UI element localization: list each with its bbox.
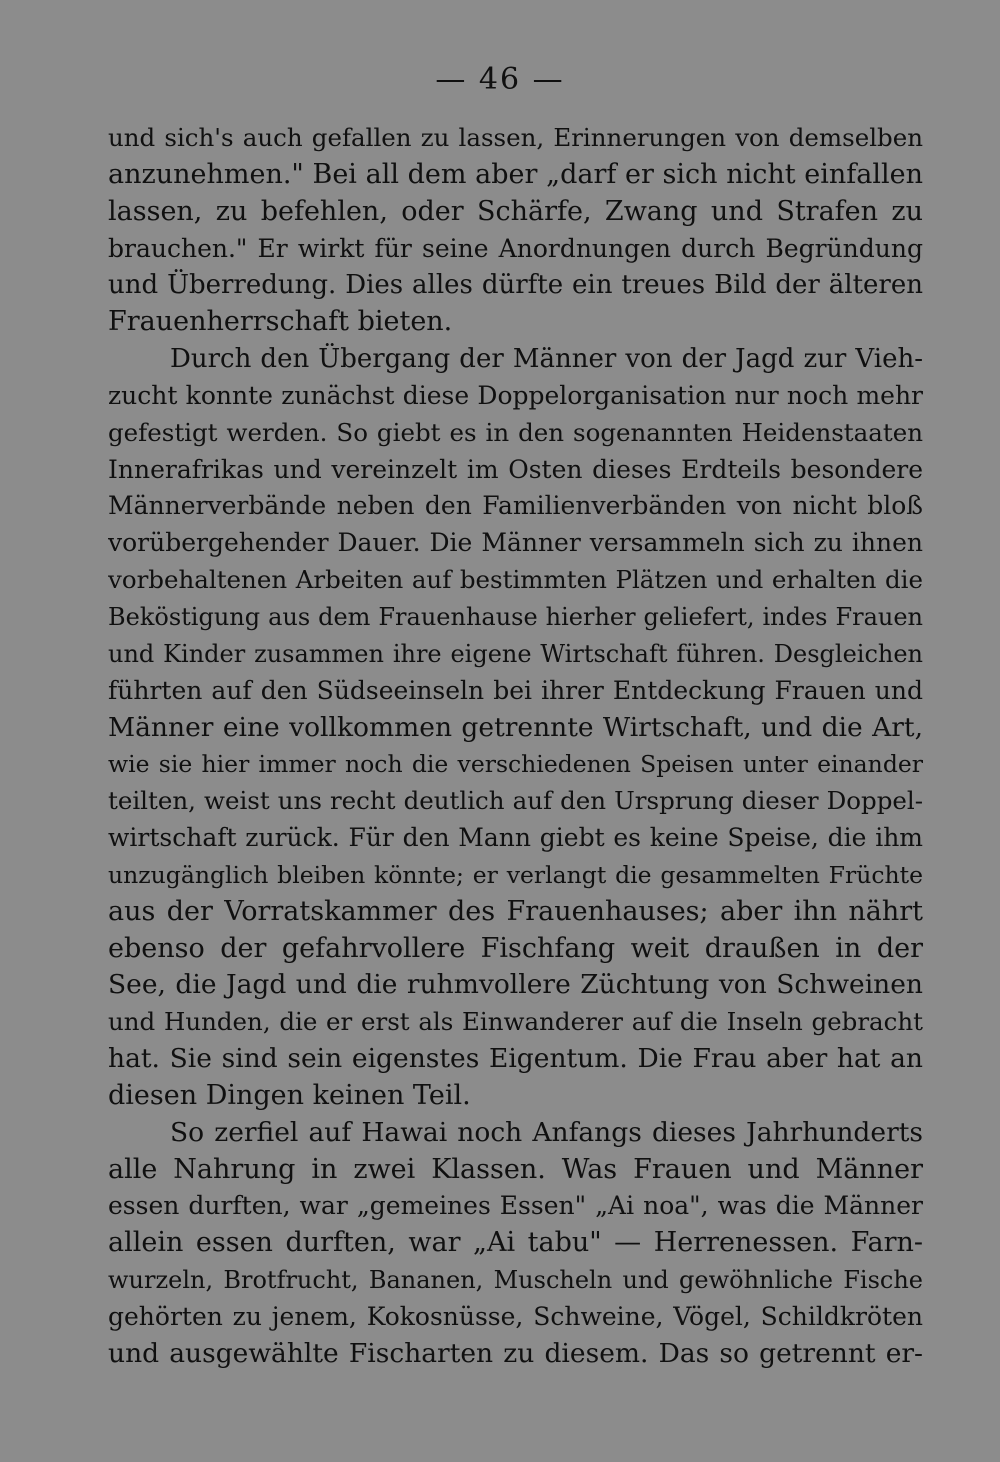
text-line: essen durften, war „gemeines Essen" „Ai noa", was die Männer <box>108 1191 923 1221</box>
text-line: Beköstigung aus dem Frauenhause hierher geliefert, indes Frauen <box>108 602 923 631</box>
body-text <box>108 120 923 1373</box>
text-line: Innerafrikas und vereinzelt im Osten dieses Erdteils besondere <box>108 454 923 484</box>
text-line: und sich's auch gefallen zu lassen, Erinnerungen von demselben <box>108 123 923 152</box>
text-line: Frauenherrschaft bieten. <box>108 306 453 338</box>
text-line: brauchen." Er wirkt für seine Anordnungen durch Begründung <box>108 233 923 263</box>
text-line: allein essen durften, war „Ai tabu" — Herrenessen. Farn- <box>108 1227 923 1259</box>
text-line: alle Nahrung in zwei Klassen. Was Frauen und Männer <box>108 1153 923 1185</box>
text-line: und ausgewählte Fischarten zu diesem. Das so getrennt er- <box>108 1337 923 1369</box>
text-line: wurzeln, Brotfrucht, Bananen, Muscheln und gewöhnliche Fische <box>108 1266 923 1295</box>
text-line: und Kinder zusammen ihre eigene Wirtschaft führen. Desgleichen <box>108 639 923 668</box>
text-line: vorbehaltenen Arbeiten auf bestimmten Plätzen und erhalten die <box>108 565 923 595</box>
text-line: wirtschaft zurück. Für den Mann giebt es keine Speise, die ihm <box>108 823 923 853</box>
text-line: und Hunden, die er erst als Einwanderer auf die Inseln gebracht <box>108 1007 923 1037</box>
text-line: und Überredung. Dies alles dürfte ein treues Bild der älteren <box>108 270 923 301</box>
text-line: teilten, weist uns recht deutlich auf den Ursprung dieser Doppel- <box>108 786 923 816</box>
page-number: — 46 — <box>435 62 565 97</box>
text-line: Durch den Übergang der Männer von der Jagd zur Vieh- <box>170 344 923 375</box>
text-line: vorübergehender Dauer. Die Männer versammeln sich zu ihnen <box>108 528 923 558</box>
text-line: diesen Dingen keinen Teil. <box>108 1079 471 1111</box>
text-line: So zerfiel auf Hawai noch Anfangs dieses Jahrhunderts <box>170 1116 923 1148</box>
text-line: führten auf den Südseeinseln bei ihrer Entdeckung Frauen und <box>108 675 923 705</box>
text-line: zucht konnte zunächst diese Doppelorganisation nur noch mehr <box>108 380 923 410</box>
text-line: See, die Jagd und die ruhmvollere Züchtung von Schweinen <box>108 969 923 1001</box>
text-line: Männerverbände neben den Familienverbänden von nicht bloß <box>108 491 923 521</box>
text-line: wie sie hier immer noch die verschiedenen Speisen unter einander <box>108 750 923 779</box>
text-line: aus der Vorratskammer des Frauenhauses; aber ihn nährt <box>108 895 923 927</box>
text-line: gehörten zu jenem, Kokosnüsse, Schweine, Vögel, Schildkröten <box>108 1302 923 1331</box>
text-line: ebenso der gefahrvollere Fischfang weit draußen in der <box>108 932 923 964</box>
text-line: gefestigt werden. So giebt es in den sogenannten Heidenstaaten <box>108 417 923 447</box>
text-line: lassen, zu befehlen, oder Schärfe, Zwang und Strafen zu <box>108 195 923 227</box>
text-line: hat. Sie sind sein eigenstes Eigentum. Die Frau aber hat an <box>108 1043 923 1075</box>
text-line: Männer eine vollkommen getrennte Wirtschaft, und die Art, <box>108 711 923 743</box>
text-line: anzunehmen." Bei all dem aber „darf er sich nicht einfallen <box>108 158 923 190</box>
text-line: unzugänglich bleiben könnte; er verlangt die gesammelten Früchte <box>108 860 923 889</box>
